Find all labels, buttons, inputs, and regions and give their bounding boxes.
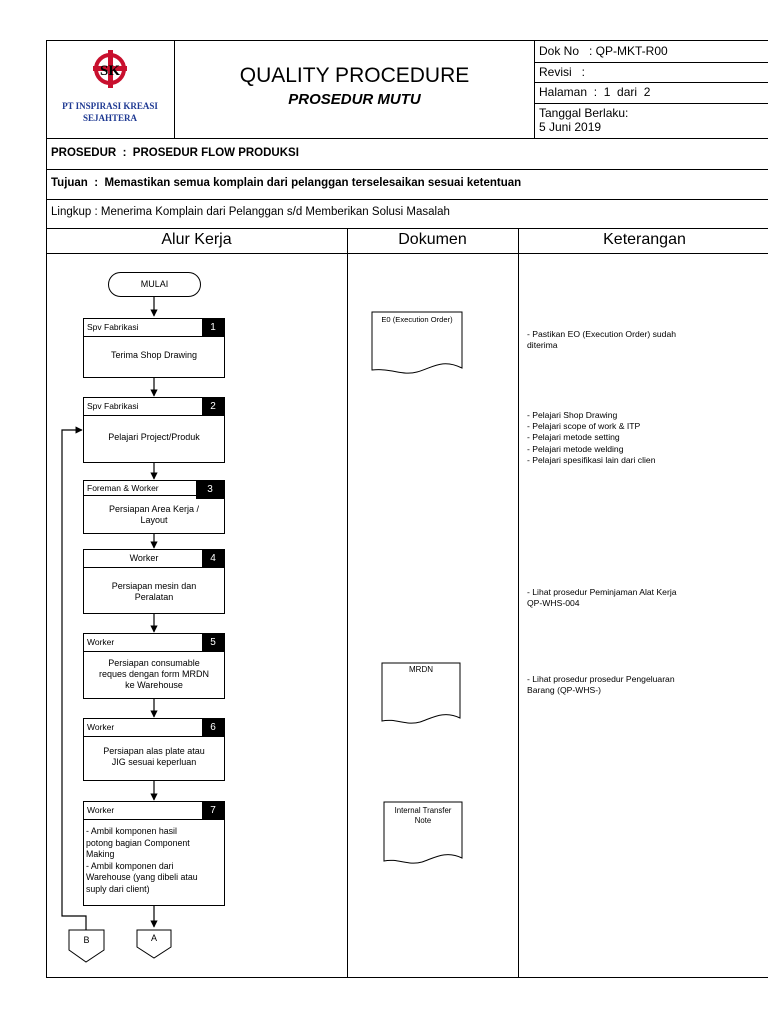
document-label-eo: E0 (Execution Order) <box>381 315 453 324</box>
step-text: Pelajari Project/Produk <box>108 432 200 442</box>
step-number: 5 <box>202 634 224 652</box>
step-text: Persiapan alas plate atau JIG sesuai keperluan <box>103 746 205 767</box>
note-4: - Lihat prosedur prosedur Pengeluaran Barang (QP-WHS-) <box>527 674 675 696</box>
column-header-alur: Alur Kerja <box>161 231 232 248</box>
step-number: 7 <box>202 802 224 820</box>
start-terminator <box>108 272 201 297</box>
document-label-itn: Internal Transfer Note <box>394 806 452 825</box>
step-text: - Ambil komponen hasil potong bagian Component Making - Ambil komponen dari Warehouse (yang dibeli atau suply dari client) <box>86 826 198 894</box>
step-number: 2 <box>202 398 224 416</box>
halaman: Halaman : 1 dari 2 <box>539 85 651 99</box>
step-number: 1 <box>202 319 224 337</box>
step-number: 3 <box>196 481 224 499</box>
flow-step-1 <box>83 318 225 378</box>
step-text: Terima Shop Drawing <box>110 350 198 360</box>
note-1: - Pastikan EO (Execution Order) sudah diterima <box>527 329 677 351</box>
connector-a-label: A <box>150 933 157 943</box>
note-3: - Lihat prosedur Peminjaman Alat Kerja QP-WHS-004 <box>527 587 677 609</box>
flow-step-4 <box>83 549 225 614</box>
start-label: MULAI <box>140 279 169 289</box>
company-name-line2: SEJAHTERA <box>82 113 137 123</box>
step-role: Spv Fabrikasi <box>84 319 202 337</box>
tanggal-label: Tanggal Berlaku: <box>539 106 629 120</box>
lingkup-row: Lingkup : Menerima Komplain dari Pelanggan s/d Memberikan Solusi Masalah <box>51 206 450 218</box>
step-role: Worker <box>84 634 204 652</box>
step-number: 6 <box>202 719 224 737</box>
flow-step-6 <box>83 718 225 781</box>
company-name-line1: PT INSPIRASI KREASI <box>62 101 158 111</box>
flow-step-7 <box>83 801 225 906</box>
step-role: Spv Fabrikasi <box>84 398 202 416</box>
flow-step-5 <box>83 633 225 699</box>
step-number: 4 <box>202 550 224 568</box>
logo-letters: SK <box>99 63 121 79</box>
step-role: Worker <box>84 802 204 820</box>
document-title: QUALITY PROCEDURE <box>239 64 470 87</box>
document-label-mrdn: MRDN <box>409 665 433 674</box>
tujuan-row: Tujuan : Memastikan semua komplain dari pelanggan terselesaikan sesuai ketentuan <box>51 177 522 189</box>
step-role: Foreman & Worker <box>84 481 196 496</box>
column-header-dokumen: Dokumen <box>398 231 467 248</box>
step-text: Persiapan mesin dan Peralatan <box>111 581 197 602</box>
flow-step-2 <box>83 397 225 463</box>
flow-step-3 <box>83 480 225 534</box>
connector-b-label: B <box>83 935 90 945</box>
revisi: Revisi : <box>539 65 586 79</box>
step-text: Persiapan Area Kerja / Layout <box>108 504 200 525</box>
note-2: - Pelajari Shop Drawing - Pelajari scope of work & ITP - Pelajari metode setting - Pelajari metode welding - Pelajari spesifikasi lain dari clien <box>527 410 656 465</box>
step-role: Worker <box>84 719 204 737</box>
column-header-keterangan: Keterangan <box>603 231 686 248</box>
tanggal-value: 5 Juni 2019 <box>539 120 602 134</box>
prosedur-row: PROSEDUR : PROSEDUR FLOW PRODUKSI <box>51 147 299 159</box>
step-role: Worker <box>84 550 204 568</box>
dok-no: Dok No : QP-MKT-R00 <box>539 44 668 58</box>
step-text: Persiapan consumable reques dengan form MRDN ke Warehouse <box>98 658 210 690</box>
document-subtitle: PROSEDUR MUTU <box>288 91 421 108</box>
